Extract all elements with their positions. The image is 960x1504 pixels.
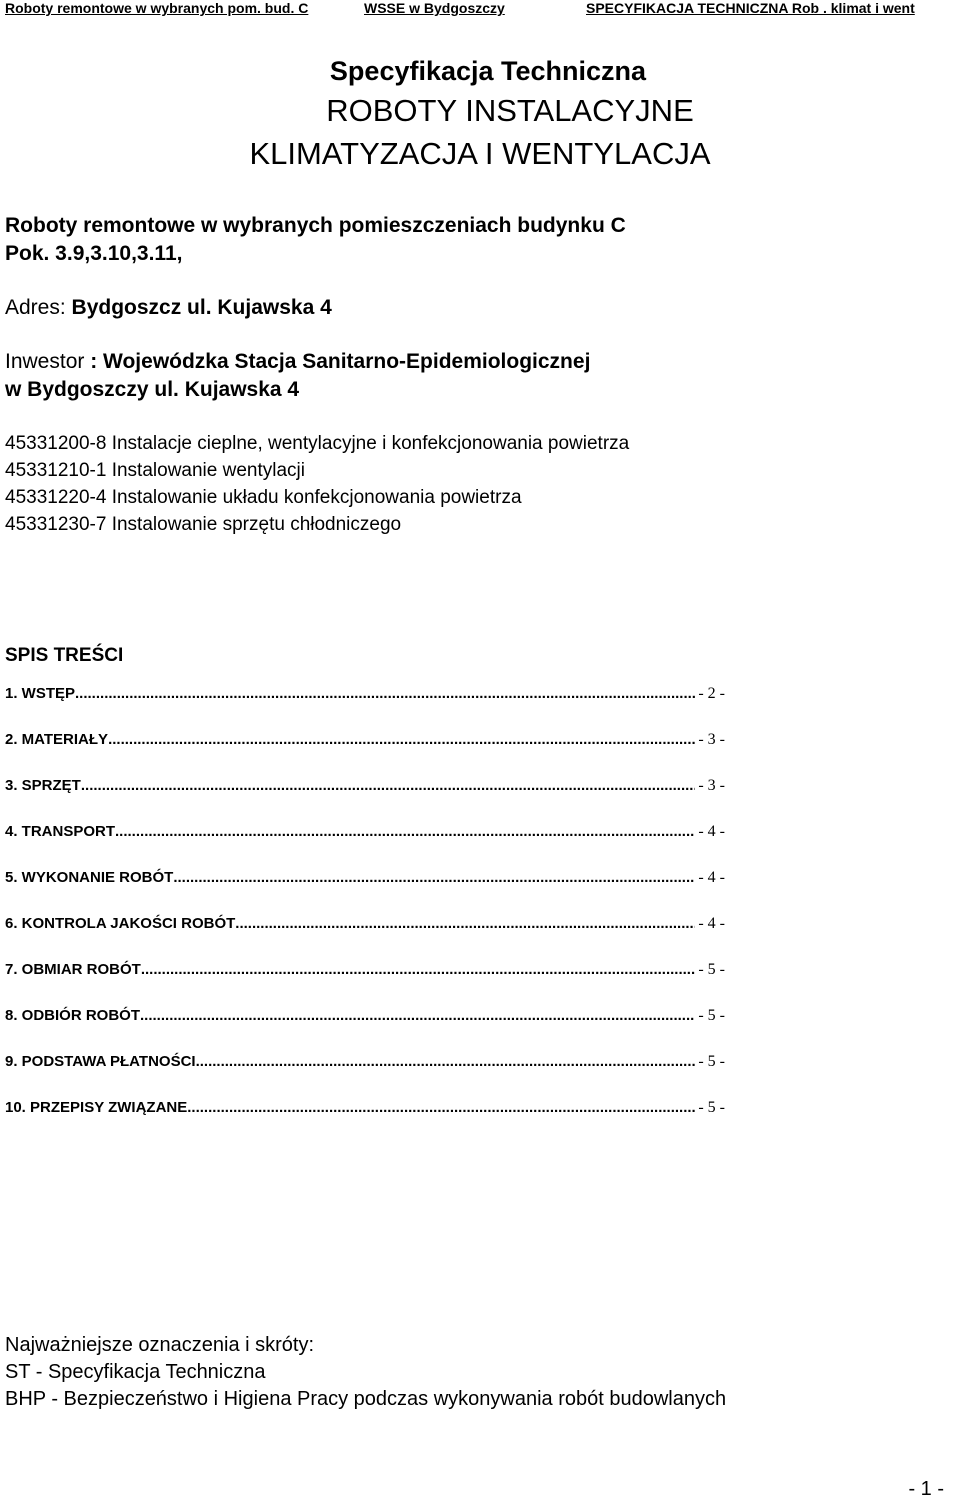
- toc-entry[interactable]: [5, 684, 725, 704]
- toc-leader-dots: [108, 730, 695, 750]
- toc-entry[interactable]: [5, 1098, 725, 1118]
- investor-line: [5, 348, 590, 376]
- cpv-code: 45331210-1 Instalowanie wentylacji: [5, 460, 305, 481]
- toc-heading: SPIS TREŚCI: [5, 645, 124, 666]
- toc-entry-label: 2. MATERIAŁY: [5, 731, 109, 748]
- cpv-code: 45331220-4 Instalowanie układu konfekcjonowania powietrza: [5, 487, 522, 508]
- toc-entry-page: - 4 -: [698, 869, 725, 886]
- investor-label: Inwestor: [5, 350, 91, 373]
- cpv-code: 45331230-7 Instalowanie sprzętu chłodniczego: [5, 514, 402, 535]
- toc-entry-label: 7. OBMIAR ROBÓT: [5, 961, 141, 978]
- toc-leader-dots: [141, 960, 696, 980]
- toc-entry[interactable]: [5, 822, 725, 842]
- toc-entry-label: 1. WSTĘP: [5, 685, 76, 702]
- toc-entry-label: 6. KONTROLA JAKOŚCI ROBÓT: [5, 915, 236, 932]
- toc-entry[interactable]: [5, 960, 725, 980]
- toc-leader-dots: [196, 1052, 696, 1072]
- toc-entry-page: - 5 -: [698, 1007, 725, 1024]
- toc-leader-dots: [75, 684, 695, 704]
- toc-entry-label: 4. TRANSPORT: [5, 823, 116, 840]
- toc-entry-label: 9. PODSTAWA PŁATNOŚCI: [5, 1053, 196, 1070]
- toc-entry-label: 5. WYKONANIE ROBÓT: [5, 869, 174, 886]
- toc-entry-label: 10. PRZEPISY ZWIĄZANE: [5, 1099, 188, 1116]
- document-subtitle-works: ROBOTY INSTALACYJNE: [326, 93, 694, 128]
- address-label: Adres:: [5, 296, 72, 319]
- toc-leader-dots: [140, 1006, 695, 1026]
- investor-value: : Wojewódzka Stacja Sanitarno-Epidemiologicznej: [90, 350, 591, 373]
- toc-entry[interactable]: [5, 868, 725, 888]
- abbreviation-item: ST - Specyfikacja Techniczna: [5, 1361, 266, 1383]
- toc-leader-dots: [81, 776, 695, 796]
- toc-entry[interactable]: [5, 1052, 725, 1072]
- page-number: - 1 -: [908, 1478, 944, 1500]
- running-header-document: SPECYFIKACJA TECHNICZNA Rob . klimat i went: [586, 0, 915, 16]
- toc-leader-dots: [115, 822, 695, 842]
- toc-entry-label: 3. SPRZĘT: [5, 777, 81, 794]
- toc-entry[interactable]: [5, 914, 725, 934]
- document-title: Specyfikacja Techniczna: [329, 56, 647, 86]
- toc-entry-page: - 5 -: [698, 961, 725, 978]
- toc-entry-page: - 5 -: [698, 1099, 725, 1116]
- toc-entry-page: - 3 -: [698, 731, 725, 748]
- toc-entry-page: - 5 -: [698, 1053, 725, 1070]
- running-header-project: Roboty remontowe w wybranych pom. bud. C: [5, 0, 309, 16]
- toc-entry-page: - 4 -: [698, 823, 725, 840]
- toc-entry[interactable]: [5, 776, 725, 796]
- running-header-office: WSSE w Bydgoszczy: [364, 0, 505, 16]
- address-line: [5, 294, 332, 322]
- toc-entry-page: - 2 -: [698, 685, 725, 702]
- document-subtitle-scope: KLIMATYZACJA I WENTYLACJA: [249, 136, 711, 171]
- toc-entry[interactable]: [5, 1006, 725, 1026]
- toc-leader-dots: [235, 914, 695, 934]
- toc-leader-dots: [173, 868, 695, 888]
- project-rooms: Pok. 3.9,3.10,3.11,: [5, 242, 183, 265]
- cpv-code: 45331200-8 Instalacje cieplne, wentylacyjne i konfekcjonowania powietrza: [5, 433, 630, 454]
- toc-entry-label: 8. ODBIÓR ROBÓT: [5, 1007, 141, 1024]
- toc-leader-dots: [187, 1098, 695, 1118]
- address-value: Bydgoszcz ul. Kujawska 4: [71, 296, 332, 319]
- abbreviation-item: BHP - Bezpieczeństwo i Higiena Pracy podczas wykonywania robót budowlanych: [5, 1388, 727, 1410]
- investor-city: w Bydgoszczy ul. Kujawska 4: [5, 378, 300, 401]
- toc-entry-page: - 3 -: [698, 777, 725, 794]
- toc-entry-page: - 4 -: [698, 915, 725, 932]
- project-description: Roboty remontowe w wybranych pomieszczeniach budynku C: [5, 214, 626, 237]
- toc-entry[interactable]: [5, 730, 725, 750]
- abbreviations-heading: Najważniejsze oznaczenia i skróty:: [5, 1334, 315, 1356]
